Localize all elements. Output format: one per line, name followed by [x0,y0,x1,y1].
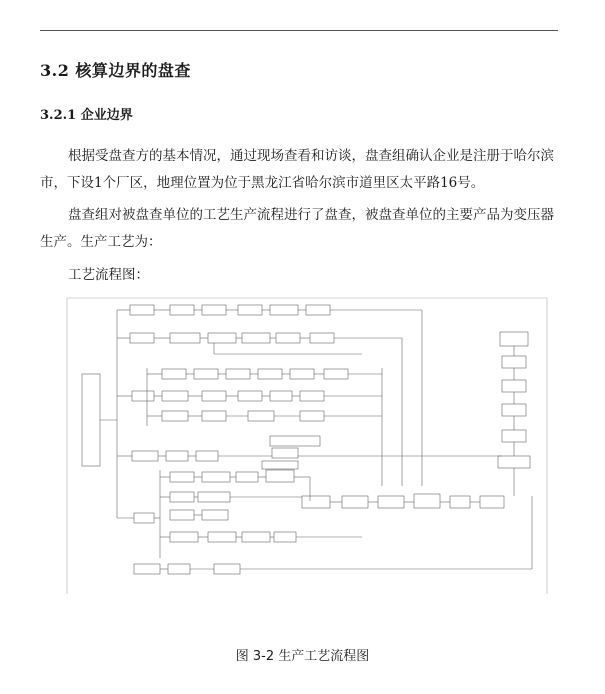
flow-box [242,532,270,542]
flow-box [130,333,154,343]
flow-box [134,564,160,574]
flow-box [502,430,526,442]
flow-box [194,369,218,379]
flow-box [198,492,230,502]
flow-box [272,448,298,458]
flow-box [170,532,198,542]
flow-box [208,333,236,343]
flow-box-input [82,374,100,466]
flow-box [168,564,190,574]
flow-box [202,510,228,520]
figure-caption: 图 3-2 生产工艺流程图 [235,649,370,664]
paragraph-boundary: 根据受盘查方的基本情况，通过现场查看和访谈，盘查组确认企业是注册于哈尔滨市，下设1个厂区，地理位置为位于黑龙江省哈尔滨市道里区太平路16号。 [40,148,554,191]
paragraph-process: 盘查组对被盘查单位的工艺生产流程进行了盘查，被盘查单位的主要产品为变压器生产。生产工艺为： [40,207,554,250]
process-flow-diagram [62,296,552,596]
flow-box [170,333,200,343]
flow-box [306,305,330,315]
flow-box [236,472,258,482]
flow-box [378,496,404,508]
flow-box [248,411,274,421]
flow-box [202,391,226,401]
flow-box [214,564,240,574]
flow-box [342,496,368,508]
flow-box [450,496,470,508]
flow-box [270,305,298,315]
flowchart-label: 工艺流程图： [68,267,149,283]
flow-box [196,451,218,461]
flow-box [202,305,226,315]
flow-box-output [500,332,528,346]
flow-box [132,391,154,401]
flow-box [130,305,154,315]
flow-box [170,305,194,315]
section-heading: 3.2 核算边界的盘查 [40,61,191,80]
flow-box [208,532,236,542]
flow-box [270,436,320,446]
flow-box [226,369,250,379]
flow-box [162,411,188,421]
flow-box [266,470,294,482]
flow-box [276,333,300,343]
flow-box [300,411,324,421]
flow-box [290,369,314,379]
header-rule [40,30,558,31]
flow-box [324,369,348,379]
flow-box [502,380,526,392]
flow-box [202,472,230,482]
flow-box [300,391,324,401]
flow-box [270,391,292,401]
flow-box [162,391,188,401]
flow-box [262,461,298,469]
flow-box [310,333,334,343]
flow-box [202,411,226,421]
flow-box [258,369,282,379]
flow-box [302,496,330,508]
flow-box [480,496,504,508]
flow-box [238,305,262,315]
flow-box [170,472,194,482]
flow-box [166,451,188,461]
flow-box [242,333,270,343]
flow-box [502,356,526,368]
flow-box [170,510,194,520]
flow-box [238,391,262,401]
flow-box [132,451,158,461]
flow-box [134,513,154,523]
flow-box [502,404,526,416]
flow-box [498,456,530,468]
flow-box [414,494,440,508]
subsection-heading: 3.2.1 企业边界 [40,108,133,123]
flow-box [274,532,296,542]
flow-box [170,492,194,502]
flow-box [162,369,186,379]
